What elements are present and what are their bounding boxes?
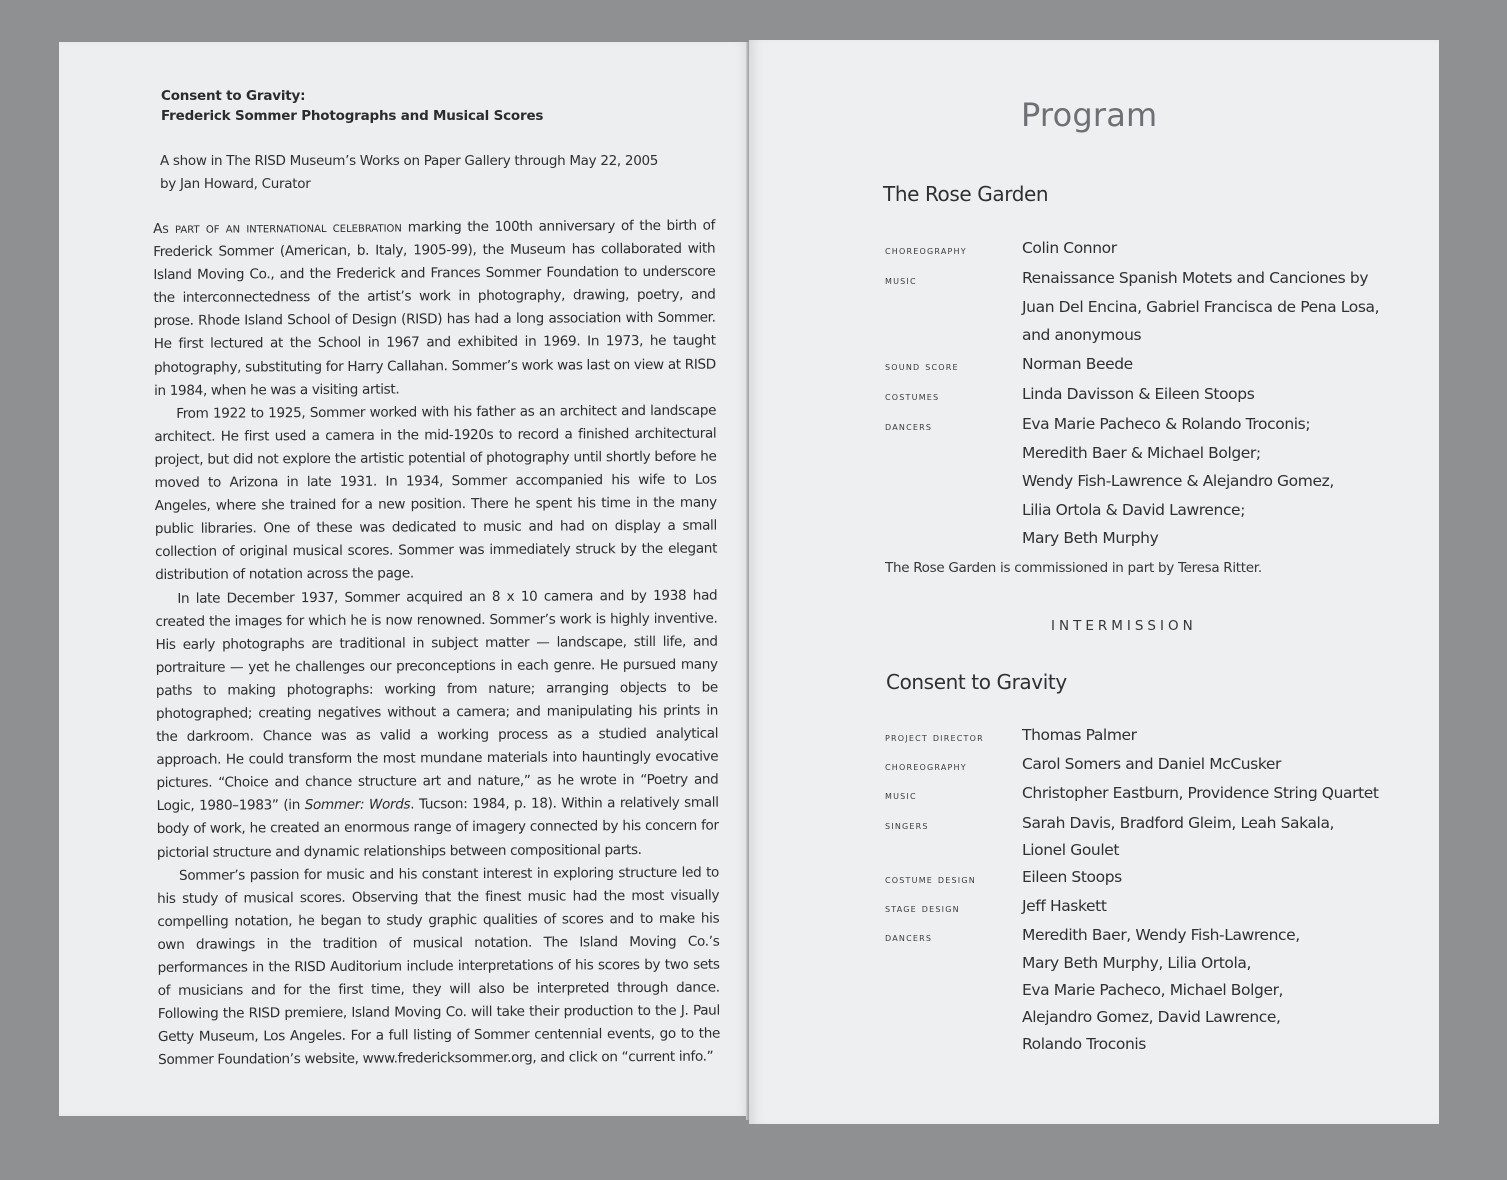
credit-role: costumes bbox=[885, 389, 940, 404]
credit-line: Norman Beede bbox=[1022, 354, 1133, 373]
credit-row bbox=[885, 922, 1405, 1058]
credit-role: choreography bbox=[885, 759, 967, 774]
credit-row bbox=[885, 780, 1405, 809]
credit-line: Colin Connor bbox=[1022, 239, 1117, 257]
credit-value bbox=[1022, 350, 1405, 378]
essay-body bbox=[153, 215, 720, 1073]
program-title: Program bbox=[1021, 96, 1158, 134]
credit-line: Sarah Davis, Bradford Gleim, Leah Sakala, bbox=[1022, 813, 1335, 832]
credit-row bbox=[885, 380, 1405, 410]
credit-value bbox=[1022, 780, 1405, 807]
credit-value bbox=[1022, 380, 1405, 408]
rose-garden-credits bbox=[885, 234, 1405, 552]
credit-row bbox=[885, 264, 1405, 349]
credit-value bbox=[1022, 722, 1405, 749]
credit-value bbox=[1022, 234, 1405, 262]
credit-line: Mary Beth Murphy bbox=[1022, 529, 1159, 548]
credit-row bbox=[885, 864, 1405, 893]
essay-subtitle-line1: A show in The RISD Museum’s Works on Paper Gallery through May 22, 2005 bbox=[160, 153, 659, 169]
credit-role: singers bbox=[885, 817, 929, 832]
essay-lead-in: As part of an international celebration bbox=[153, 219, 402, 237]
credit-row bbox=[885, 751, 1405, 780]
credit-role: dancers bbox=[885, 930, 933, 945]
credit-role: stage design bbox=[885, 901, 960, 916]
essay-paragraph-3 bbox=[155, 584, 719, 865]
credit-line: Renaissance Spanish Motets and Canciones by bbox=[1022, 269, 1369, 288]
credit-value bbox=[1022, 810, 1405, 864]
credit-line: and anonymous bbox=[1022, 326, 1142, 345]
credit-line: Lionel Goulet bbox=[1022, 840, 1120, 859]
essay-paragraph-3-text-b: . Tucson: 1984, p. 18). Within a relatively small body of work, he created an enormous range of imagery connected by his concern for pictorial structure and dynamic relationships between compositional parts. bbox=[156, 794, 719, 861]
credit-line: Wendy Fish-Lawrence & Alejandro Gomez, bbox=[1022, 472, 1334, 491]
essay-subtitle bbox=[160, 150, 658, 196]
credit-value bbox=[1022, 410, 1405, 552]
credit-row bbox=[885, 350, 1405, 380]
credit-value bbox=[1022, 922, 1405, 1058]
credit-value bbox=[1022, 264, 1405, 349]
credit-line: Linda Davisson & Eileen Stoops bbox=[1022, 385, 1255, 404]
left-page bbox=[59, 42, 750, 1116]
credit-line: Eva Marie Pacheco & Rolando Troconis; bbox=[1022, 415, 1311, 434]
credit-value bbox=[1022, 751, 1405, 778]
credit-row bbox=[885, 234, 1405, 264]
essay-title-line1: Consent to Gravity: bbox=[161, 88, 306, 104]
essay-byline: by Jan Howard, Curator bbox=[160, 176, 311, 192]
credit-row bbox=[885, 810, 1405, 864]
essay-title-line2: Frederick Sommer Photographs and Musical Scores bbox=[161, 108, 544, 124]
credit-role: costume design bbox=[885, 872, 976, 887]
essay-book-title: Sommer: Words bbox=[304, 796, 411, 814]
credit-role: dancers bbox=[885, 419, 933, 434]
right-page bbox=[749, 40, 1439, 1124]
credit-role: music bbox=[885, 788, 917, 803]
credit-line: Juan Del Encina, Gabriel Francisca de Pena Losa, bbox=[1022, 297, 1380, 316]
essay-paragraph-2: From 1922 to 1925, Sommer worked with his father as an architect and landscape architect. He first used a camera in the mid-1920s to record a finished architectural project, but did not explore the artistic potential of photography until shortly before he moved to Arizona in late 1931. In 1934, Sommer accompanied his wife to Los Angeles, where she trained for a new position. There he spent his time in the many public libraries. One of these was dedicated to music and had on display a small collection of original musical scores. Sommer was immediately struck by the elegant distribution of notation across the page. bbox=[154, 402, 718, 584]
essay-title bbox=[161, 86, 543, 126]
essay-paragraph-4: Sommer’s passion for music and his constant interest in exploring structure led to his study of musical scores. Observing that the finest music had the most visually compelling notation, he began to study graphic qualities of scores and to make his own drawings in the tradition of musical notation. The Island Moving Co.’s performances in the RISD Auditorium include interpretations of his scores by two sets of musicians and for the first time, they will also be interpreted through dance. Following the RISD premiere, Island Moving Co. will take their production to the J. Paul Getty Museum, Los Angeles. For a full listing of Sommer centennial events, go to the Sommer Foundation’s website, www.fredericksommer.org, and click on “current info.” bbox=[157, 864, 721, 1069]
credit-line: Rolando Troconis bbox=[1022, 1035, 1146, 1054]
credit-role: project director bbox=[885, 730, 984, 744]
consent-to-gravity-credits bbox=[885, 722, 1405, 1058]
credit-row bbox=[885, 722, 1405, 751]
credit-line: Meredith Baer, Wendy Fish-Lawrence, bbox=[1022, 926, 1300, 945]
rose-garden-title: The Rose Garden bbox=[883, 182, 1049, 206]
essay-paragraph-3-text-a: In late December 1937, Sommer acquired an 8 x 10 camera and by 1938 had created the images for which he is now renowned. Sommer’s work is highly inventive. His early photographs are traditional in subject matter — landscape, still life, and portraiture — yet he challenges our preconceptions in each genre. He pursued many paths to making photographs: working from nature; arranging objects to be photographed; creating negatives without a camera; and manipulating his prints in the darkroom. Chance was as valid a working process as a studied analytical approach. He could transform the most mundane materials into hauntingly evocative pictures. “Choice and chance structure art and nature,” as he wrote in “Poetry and Logic, 1980–1983” (in bbox=[155, 587, 719, 815]
essay-paragraph-1-text: marking the 100th anniversary of the birth of Frederick Sommer (American, b. Italy, 1905-99), the Museum has collaborated with Island Moving Co., and the Frederick and Frances Sommer Foundation to underscore the interconnectedness of the artist’s work in photography, drawing, poetry, and prose. Rhode Island School of Design (RISD) has had a long association with Sommer. He first lectured at the School in 1967 and exhibited in 1969. In 1973, he taught photography, substituting for Harry Callahan. Sommer’s work was last on view at RISD in 1984, when he was a visiting artist. bbox=[153, 217, 716, 399]
credit-line: Lilia Ortola & David Lawrence; bbox=[1022, 500, 1246, 519]
credit-line: Christopher Eastburn, Providence String Quartet bbox=[1022, 784, 1379, 803]
consent-to-gravity-title: Consent to Gravity bbox=[886, 670, 1067, 694]
credit-row bbox=[885, 893, 1405, 922]
credit-role: sound score bbox=[885, 358, 959, 373]
credit-row bbox=[885, 410, 1405, 552]
credit-line: Carol Somers and Daniel McCusker bbox=[1022, 755, 1281, 774]
credit-value bbox=[1022, 893, 1405, 920]
rose-garden-note: The Rose Garden is commissioned in part by Teresa Ritter. bbox=[885, 560, 1262, 576]
credit-line: Mary Beth Murphy, Lilia Ortola, bbox=[1022, 953, 1252, 972]
credit-value bbox=[1022, 864, 1405, 891]
credit-line: Eva Marie Pacheco, Michael Bolger, bbox=[1022, 980, 1284, 999]
intermission-label: INTERMISSION bbox=[1051, 618, 1197, 634]
credit-line: Eileen Stoops bbox=[1022, 868, 1122, 887]
credit-line: Thomas Palmer bbox=[1022, 726, 1137, 744]
credit-line: Meredith Baer & Michael Bolger; bbox=[1022, 443, 1261, 462]
credit-line: Alejandro Gomez, David Lawrence, bbox=[1022, 1008, 1281, 1027]
credit-line: Jeff Haskett bbox=[1022, 897, 1107, 916]
credit-role: music bbox=[885, 273, 917, 288]
essay-paragraph-1 bbox=[153, 215, 716, 403]
credit-role: choreography bbox=[885, 243, 967, 257]
